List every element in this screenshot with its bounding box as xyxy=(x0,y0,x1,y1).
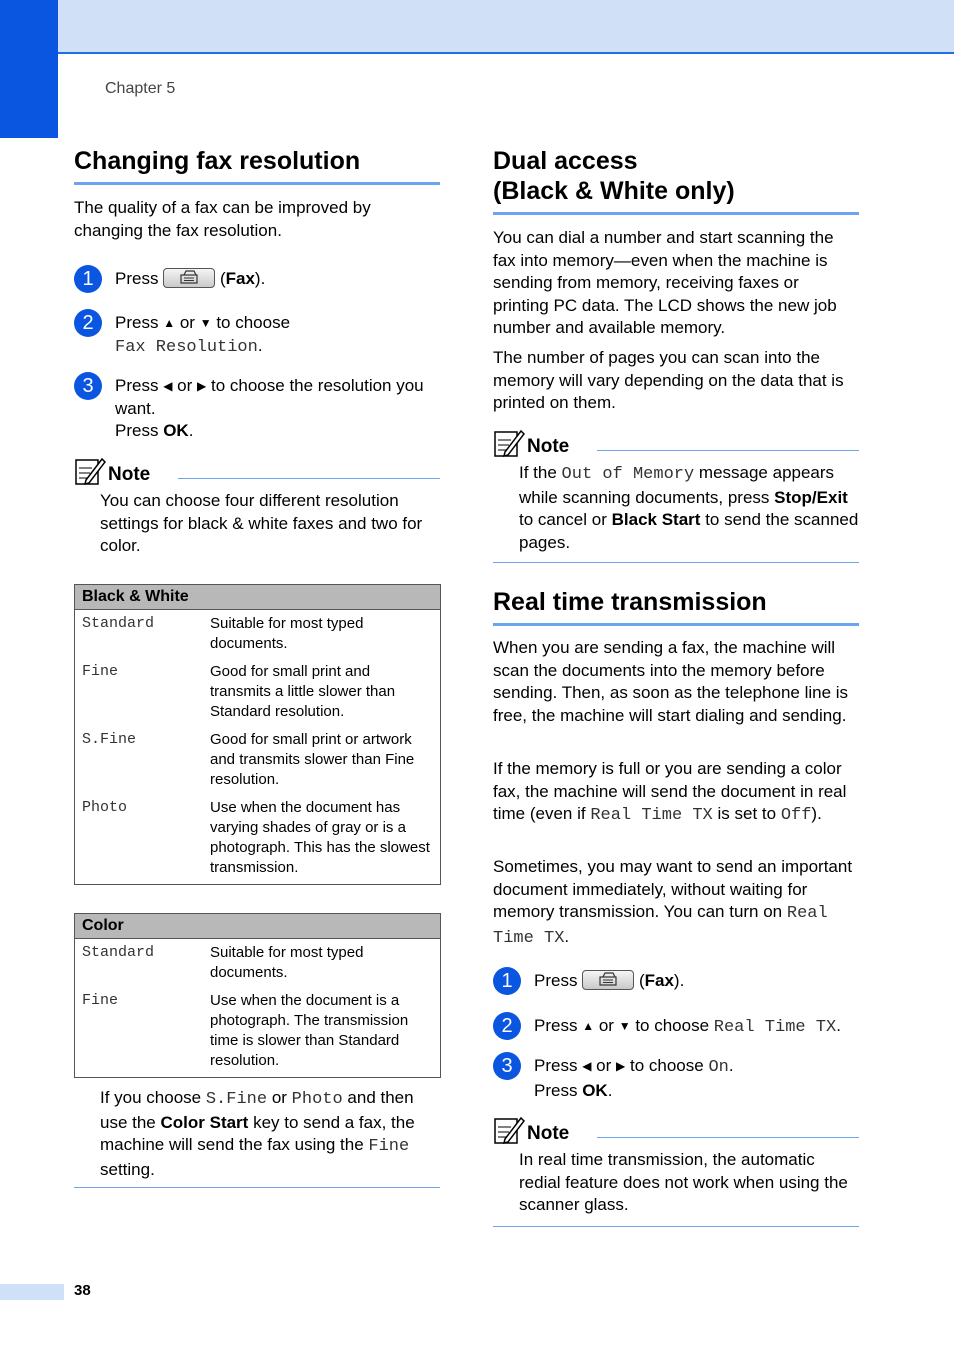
table-header: Color xyxy=(75,914,441,939)
up-arrow-icon: ▲ xyxy=(163,316,176,330)
note-redial xyxy=(493,1115,859,1217)
table-header: Black & White xyxy=(75,585,441,610)
intro-text: The quality of a fax can be improved by changing the fax resolution. xyxy=(74,198,371,240)
title-underline xyxy=(493,212,859,215)
note-memory xyxy=(493,428,859,554)
section-title: Dual access (Black & White only) xyxy=(493,147,735,205)
realtime-paragraph-1: When you are sending a fax, the machine will scan the documents into the memory before sending. Then, as soon as the telephone line is free, the machine will start dialing and sending. xyxy=(493,638,849,725)
section-dual-access xyxy=(493,146,859,215)
note-end-rule xyxy=(493,1226,859,1227)
realtime-paragraph-3: Sometimes, you may want to send an important document immediately, without waiting for memory transmission. You can turn on Real Time TX. xyxy=(493,857,853,948)
note-resolution xyxy=(74,456,440,558)
step-3: 3 Press ◀ or ▶ to choose the resolution you want. Press OK. xyxy=(74,375,440,443)
note-label: Note xyxy=(108,464,151,485)
table-row: Fine Good for small print and transmits a little slower than Standard resolution. xyxy=(82,663,396,720)
bw-resolution-table xyxy=(74,584,441,885)
table-row: Standard Suitable for most typed documents. xyxy=(82,615,364,652)
note-label: Note xyxy=(527,1123,570,1144)
dual-paragraph-2: The number of pages you can scan into the memory will vary depending on the data that is printed on them. xyxy=(493,348,844,412)
note-label: Note xyxy=(527,436,570,457)
section-real-time xyxy=(493,587,859,626)
step-2: 2 Press ▲ or ▼ to choose Fax Resolution. xyxy=(74,312,440,359)
page-number-band xyxy=(0,1284,64,1300)
step-1: 1 Press (Fax). xyxy=(493,970,859,993)
note-color-start: If you choose S.Fine or Photo and then use the Color Start key to send a fax, the machine will send the fax using the Fine setting. xyxy=(100,1088,415,1179)
note-pencil-icon xyxy=(493,1115,525,1145)
step-1: 1 Press (Fax). xyxy=(74,268,440,291)
step-3: 3 Press ◀ or ▶ to choose On. Press OK. xyxy=(493,1055,859,1102)
fax-icon xyxy=(597,972,619,987)
note-text: If the Out of Memory message appears while scanning documents, press Stop/Exit to cancel or Black Start to send the scanned pages. xyxy=(519,463,859,552)
menu-value: Real Time TX xyxy=(713,1018,837,1037)
note-text: In real time transmission, the automatic redial feature does not work when using the scanner glass. xyxy=(519,1150,848,1214)
step-number: 2 xyxy=(74,309,102,337)
left-arrow-icon: ◀ xyxy=(582,1059,592,1073)
note-pencil-icon xyxy=(493,428,525,458)
step-number: 3 xyxy=(74,372,102,400)
step-number: 3 xyxy=(493,1052,521,1080)
fax-key xyxy=(582,970,634,990)
section-title: Real time transmission xyxy=(493,588,767,616)
fax-key xyxy=(163,268,215,288)
step-2: 2 Press ▲ or ▼ to choose Real Time TX. xyxy=(493,1015,864,1040)
menu-value: Fax Resolution xyxy=(115,337,258,357)
note-end-rule xyxy=(493,562,859,563)
note-text: You can choose four different resolution settings for black & white faxes and two for color. xyxy=(100,491,423,555)
right-arrow-icon: ▶ xyxy=(616,1059,626,1073)
chapter-tab xyxy=(0,0,58,138)
step-number: 2 xyxy=(493,1012,521,1040)
up-arrow-icon: ▲ xyxy=(582,1019,595,1033)
section-title: Changing fax resolution xyxy=(74,147,361,175)
menu-value: On xyxy=(708,1058,729,1077)
section-fax-resolution xyxy=(74,146,440,185)
page-number: 38 xyxy=(74,1282,91,1299)
table-row: Photo Use when the document has varying shades of gray or is a photograph. This has the slowest transmission. xyxy=(82,799,430,876)
title-underline xyxy=(493,623,859,626)
table-row: Fine Use when the document is a photograph. The transmission time is slower than Standard resolution. xyxy=(82,992,409,1069)
dual-paragraph-1: You can dial a number and start scanning the fax into memory—even when the machine is sending from memory, receiving faxes or printing PC data. The LCD shows the new job number and available memory. xyxy=(493,228,837,337)
title-underline xyxy=(74,182,440,185)
color-resolution-table xyxy=(74,913,441,1078)
realtime-paragraph-2: If the memory is full or you are sending a color fax, the machine will send the document in real time (even if Real Time TX is set to Off). xyxy=(493,759,847,825)
left-arrow-icon: ◀ xyxy=(163,379,173,393)
note-end-rule xyxy=(74,1187,440,1188)
fax-icon xyxy=(178,270,200,285)
table-row: Standard Suitable for most typed documents. xyxy=(82,944,364,981)
down-arrow-icon: ▼ xyxy=(618,1019,631,1033)
table-row: S.Fine Good for small print or artwork and transmits slower than Fine resolution. xyxy=(82,731,415,788)
chapter-label: Chapter 5 xyxy=(105,80,176,97)
step-number: 1 xyxy=(74,265,102,293)
note-pencil-icon xyxy=(74,456,106,486)
step-number: 1 xyxy=(493,967,521,995)
down-arrow-icon: ▼ xyxy=(199,316,212,330)
right-arrow-icon: ▶ xyxy=(197,379,207,393)
header-band xyxy=(0,0,954,54)
